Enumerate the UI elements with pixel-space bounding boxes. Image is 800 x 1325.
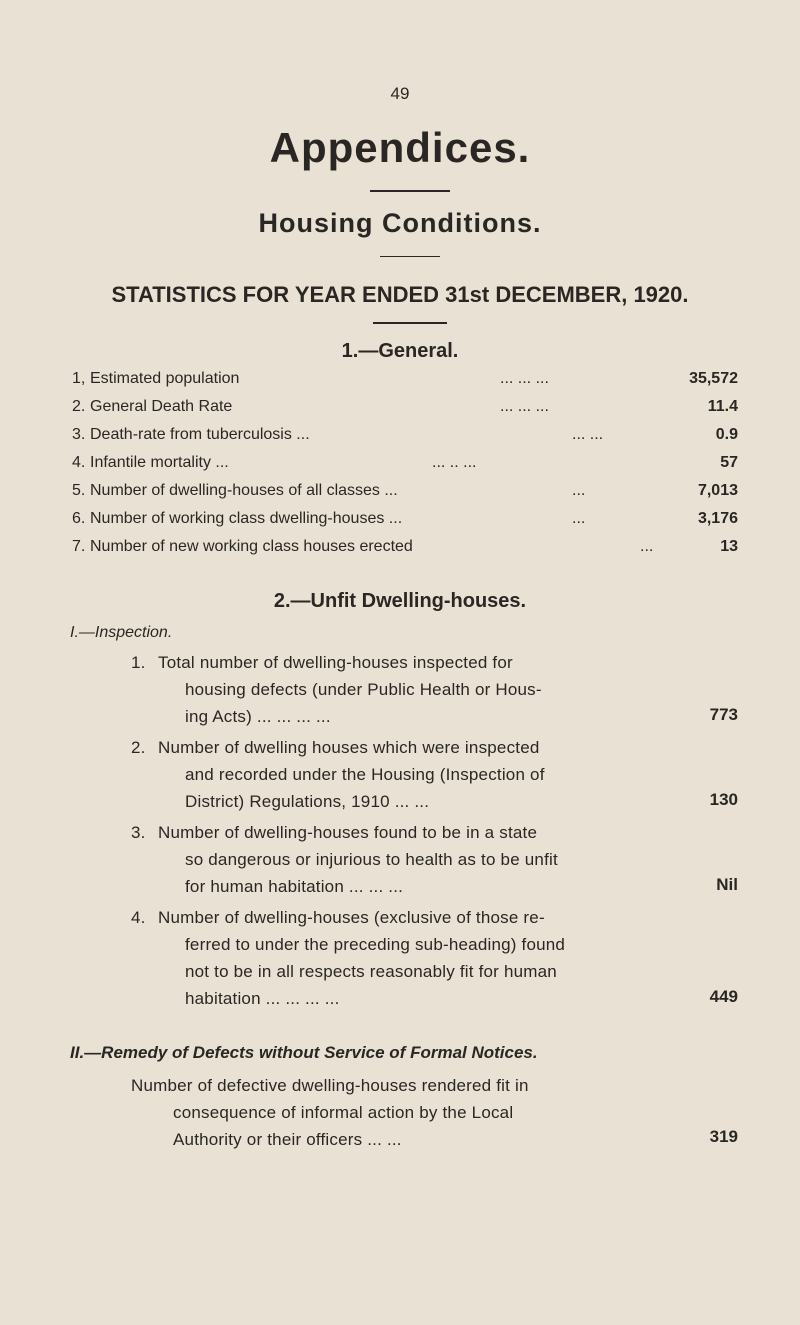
item-number: 2. bbox=[131, 738, 146, 757]
row-label: Death-rate from tuberculosis ... bbox=[90, 426, 310, 443]
row-label: General Death Rate bbox=[90, 398, 233, 415]
row-number: 3. bbox=[72, 426, 86, 443]
item-text-line: Total number of dwelling-houses inspected for bbox=[158, 653, 513, 672]
item-text-line: District) Regulations, 1910 ... ... bbox=[185, 792, 430, 811]
row-value: 11.4 bbox=[707, 398, 738, 415]
item-value: Nil bbox=[716, 875, 738, 894]
item-number: 1. bbox=[131, 653, 146, 672]
general-row bbox=[0, 510, 800, 536]
statistics-divider bbox=[373, 322, 447, 324]
item-number: 3. bbox=[131, 823, 146, 842]
leader-dots: ... ... ... bbox=[500, 370, 549, 387]
row-number: 5. bbox=[72, 482, 86, 499]
row-value: 35,572 bbox=[689, 370, 738, 387]
item-text-line: ing Acts) ... ... ... ... bbox=[185, 707, 331, 726]
general-row bbox=[0, 454, 800, 480]
inspection-item bbox=[131, 819, 738, 900]
item-value: 773 bbox=[709, 705, 738, 724]
general-heading: 1.—General. bbox=[341, 340, 459, 362]
item-text-line: Number of dwelling-houses found to be in a state bbox=[158, 823, 538, 842]
row-value: 13 bbox=[720, 538, 738, 555]
page-subtitle: Housing Conditions. bbox=[258, 208, 542, 238]
leader-dots: ... .. ... bbox=[432, 454, 477, 471]
general-row bbox=[0, 538, 800, 564]
remedy-value: 319 bbox=[709, 1127, 738, 1146]
general-row bbox=[0, 370, 800, 396]
row-number: 2. bbox=[72, 398, 86, 415]
row-value: 0.9 bbox=[715, 426, 738, 443]
row-label: Number of working class dwelling-houses ... bbox=[90, 510, 403, 527]
leader-dots: ... bbox=[640, 538, 654, 555]
unfit-heading: 2.—Unfit Dwelling-houses. bbox=[273, 590, 527, 612]
leader-dots: ... bbox=[572, 482, 586, 499]
general-row bbox=[0, 426, 800, 452]
row-label: Number of new working class houses erected bbox=[90, 538, 413, 555]
statistics-heading: STATISTICS FOR YEAR ENDED 31st DECEMBER, 1920. bbox=[111, 282, 689, 307]
item-text-line: ferred to under the preceding sub-heading) found bbox=[185, 935, 566, 954]
row-value: 3,176 bbox=[697, 510, 738, 527]
inspection-item bbox=[131, 904, 738, 1012]
leader-dots: ... bbox=[572, 510, 586, 527]
remedy-text-line: Number of defective dwelling-houses rendered fit in bbox=[131, 1076, 529, 1095]
row-value: 7,013 bbox=[697, 482, 738, 499]
item-value: 130 bbox=[709, 790, 738, 809]
item-number: 4. bbox=[131, 908, 146, 927]
page-title: Appendices. bbox=[269, 124, 531, 171]
item-text-line: and recorded under the Housing (Inspection of bbox=[185, 765, 545, 784]
item-text-line: for human habitation ... ... ... bbox=[185, 877, 404, 896]
row-label: Estimated population bbox=[90, 370, 240, 387]
remedy-text-line: consequence of informal action by the Local bbox=[173, 1103, 514, 1122]
item-text-line: housing defects (under Public Health or Hous- bbox=[185, 680, 542, 699]
row-number: 1, bbox=[72, 370, 86, 387]
general-row bbox=[0, 398, 800, 424]
row-label: Number of dwelling-houses of all classes ... bbox=[90, 482, 398, 499]
subtitle-divider bbox=[380, 256, 440, 257]
row-value: 57 bbox=[720, 454, 738, 471]
remedy-text-line: Authority or their officers ... ... bbox=[173, 1130, 402, 1149]
item-text-line: Number of dwelling-houses (exclusive of those re- bbox=[158, 908, 545, 927]
leader-dots: ... ... ... bbox=[500, 398, 549, 415]
item-text-line: so dangerous or injurious to health as to be unfit bbox=[185, 850, 558, 869]
item-value: 449 bbox=[709, 987, 738, 1006]
remedy-paragraph bbox=[131, 1072, 741, 1153]
general-row bbox=[0, 482, 800, 508]
leader-dots: ... ... bbox=[572, 426, 604, 443]
row-number: 7. bbox=[72, 538, 86, 555]
item-text-line: not to be in all respects reasonably fit for human bbox=[185, 962, 557, 981]
page-number: 49 bbox=[390, 84, 410, 103]
row-number: 6. bbox=[72, 510, 86, 527]
row-number: 4. bbox=[72, 454, 86, 471]
item-text-line: Number of dwelling houses which were inspected bbox=[158, 738, 540, 757]
inspection-item bbox=[131, 649, 738, 730]
title-divider bbox=[370, 190, 450, 192]
row-label: Infantile mortality ... bbox=[90, 454, 229, 471]
inspection-item bbox=[131, 734, 738, 815]
remedy-heading: II.—Remedy of Defects without Service of Formal Notices. bbox=[70, 1043, 538, 1062]
inspection-heading: I.—Inspection. bbox=[70, 624, 173, 641]
item-text-line: habitation ... ... ... ... bbox=[185, 989, 340, 1008]
